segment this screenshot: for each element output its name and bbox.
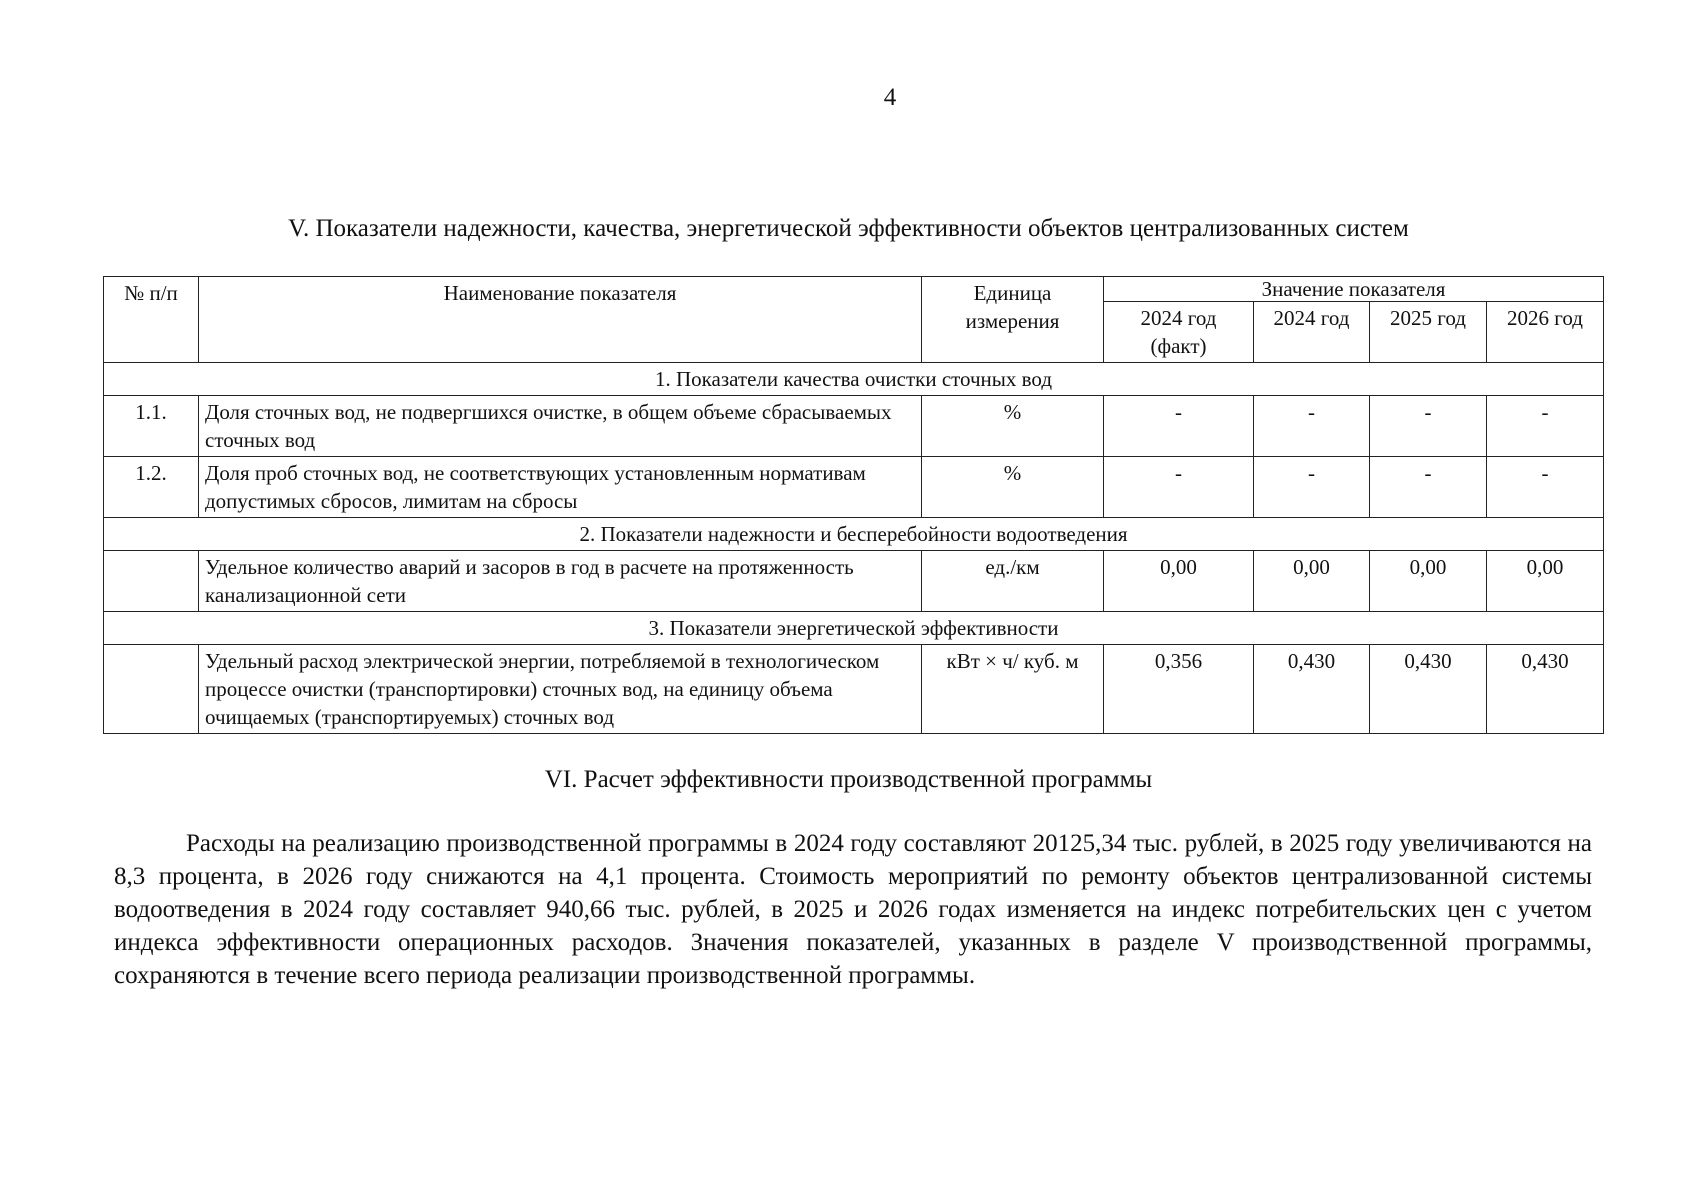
row-name: Доля проб сточных вод, не соответствующих установленным нормативам допустимых сбросов, лимитам на сбросы	[199, 457, 922, 518]
row-name: Удельное количество аварий и засоров в год в расчете на протяженность канализационной сети	[199, 551, 922, 612]
row-num: 1.1.	[104, 396, 199, 457]
row-value: -	[1104, 396, 1254, 457]
header-num: № п/п	[104, 277, 199, 363]
section-6-title: VI. Расчет эффективности производственной программы	[544, 766, 1153, 793]
header-year: 2024 год	[1254, 302, 1370, 363]
row-value: -	[1370, 396, 1487, 457]
page-number: 4	[883, 84, 897, 111]
row-value: -	[1370, 457, 1487, 518]
table-row	[104, 396, 1604, 457]
header-year: 2026 год	[1487, 302, 1604, 363]
row-value: -	[1254, 396, 1370, 457]
row-value: 0,356	[1104, 645, 1254, 734]
row-value: 0,430	[1254, 645, 1370, 734]
header-year: 2025 год	[1370, 302, 1487, 363]
table-row	[104, 645, 1604, 734]
row-name: Доля сточных вод, не подвергшихся очистке, в общем объеме сбрасываемых сточных вод	[199, 396, 922, 457]
row-value: -	[1487, 396, 1604, 457]
row-value: 0,00	[1487, 551, 1604, 612]
row-value: 0,00	[1104, 551, 1254, 612]
table-header-row	[104, 277, 1604, 302]
row-value: -	[1104, 457, 1254, 518]
row-num	[104, 645, 199, 734]
row-num: 1.2.	[104, 457, 199, 518]
row-name: Удельный расход электрической энергии, потребляемой в технологическом процессе очистки (транспортировки) сточных вод, на единицу объема очищаемых (транспортируемых) сточных вод	[199, 645, 922, 734]
row-num	[104, 551, 199, 612]
header-values-group: Значение показателя	[1104, 277, 1604, 302]
indicators-table	[103, 276, 1604, 734]
row-value: 0,430	[1487, 645, 1604, 734]
group-row	[104, 518, 1604, 551]
row-unit: %	[922, 457, 1104, 518]
group-title: 1. Показатели качества очистки сточных вод	[104, 363, 1604, 396]
row-value: 0,430	[1370, 645, 1487, 734]
header-name: Наименование показателя	[199, 277, 922, 363]
row-value: -	[1487, 457, 1604, 518]
group-row	[104, 363, 1604, 396]
row-value: 0,00	[1370, 551, 1487, 612]
header-year: 2024 год (факт)	[1104, 302, 1254, 363]
header-unit: Единица измерения	[922, 277, 1104, 363]
table-row	[104, 551, 1604, 612]
row-unit: ед./км	[922, 551, 1104, 612]
section-5-title: V. Показатели надежности, качества, энергетической эффективности объектов централизованных систем	[288, 215, 1409, 242]
section-6-paragraph: Расходы на реализацию производственной программы в 2024 году составляют 20125,34 тыс. рублей, в 2025 году увеличиваются на 8,3 процента, в 2026 году снижаются на 4,1 процента. Стоимость мероприятий по ремонту объектов централизованной системы водоотведения в 2024 году составляет 940,66 тыс. рублей, в 2025 и 2026 годах изменяется на индекс потребительских цен с учетом индекса эффективности операционных расходов. Значения показателей, указанных в разделе V производственной программы, сохраняются в течение всего периода реализации производственной программы.	[114, 830, 1592, 989]
row-unit: кВт × ч/ куб. м	[922, 645, 1104, 734]
row-value: 0,00	[1254, 551, 1370, 612]
row-unit: %	[922, 396, 1104, 457]
table-row	[104, 457, 1604, 518]
row-value: -	[1254, 457, 1370, 518]
group-row	[104, 612, 1604, 645]
group-title: 3. Показатели энергетической эффективности	[104, 612, 1604, 645]
group-title: 2. Показатели надежности и бесперебойности водоотведения	[104, 518, 1604, 551]
